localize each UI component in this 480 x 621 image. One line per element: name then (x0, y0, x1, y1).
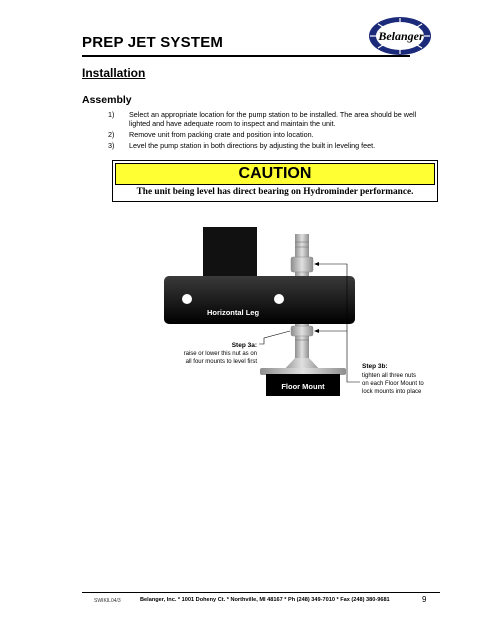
step3a-line: raise or lower this nut as on (183, 351, 257, 357)
step-item (108, 110, 438, 128)
footer-rule (82, 592, 440, 593)
step3b-line: tighten all three nuts (362, 373, 417, 379)
document-code: SWIKIL04/3 (94, 598, 121, 604)
step3b-line: on each Floor Mount to (362, 381, 424, 387)
step-text: Remove unit from packing crate and position into location. (129, 130, 314, 139)
leveling-mount-diagram (140, 220, 424, 440)
step-text: Level the pump station in both directions by adjusting the built in leveling feet. (129, 141, 376, 150)
horizontal-leg-label: Horizontal Leg (206, 308, 260, 317)
step-number: 2) (108, 130, 115, 139)
caution-title: CAUTION (115, 163, 435, 185)
logo-text: Belanger (378, 29, 424, 43)
top-nut (291, 257, 313, 272)
floor-mount-label: Floor Mount (281, 382, 325, 391)
footer-contact: Belanger, Inc. * 1001 Doheny Ct. * Northville, MI 48167 * Ph (248) 349-7010 * Fax (248) 380-9681 (140, 597, 390, 603)
horizontal-leg (164, 276, 355, 324)
step-number: 3) (108, 141, 115, 150)
step3a-leader (259, 331, 290, 344)
step3a-line: all four mounts to level first (185, 359, 257, 365)
bolt-hole (182, 294, 192, 304)
step3a-title: Step 3a: (231, 342, 257, 349)
caution-text: The unit being level has direct bearing on Hydrominder performance. (136, 187, 414, 197)
section-heading: Installation (82, 66, 146, 80)
belanger-logo (366, 14, 434, 58)
page-number: 9 (422, 595, 427, 604)
bolt-hole (274, 294, 284, 304)
leveling-nut (291, 326, 313, 336)
upright-post (203, 227, 257, 279)
step-item (108, 130, 438, 139)
caution-box (112, 160, 438, 202)
step-number: 1) (108, 110, 115, 119)
step-item (108, 141, 438, 150)
step-text: Select an appropriate location for the pump station to be installed. The area should be well lighted and have adequate room to inspect and maintain the unit. (129, 110, 417, 128)
assembly-steps (108, 110, 438, 152)
document-title: PREP JET SYSTEM (82, 34, 224, 51)
step3b-line: lock mounts into place (362, 389, 422, 395)
header-rule (82, 55, 410, 57)
step3b-title: Step 3b: (362, 363, 388, 370)
sub-heading: Assembly (82, 94, 132, 106)
mount-plate (260, 368, 346, 375)
